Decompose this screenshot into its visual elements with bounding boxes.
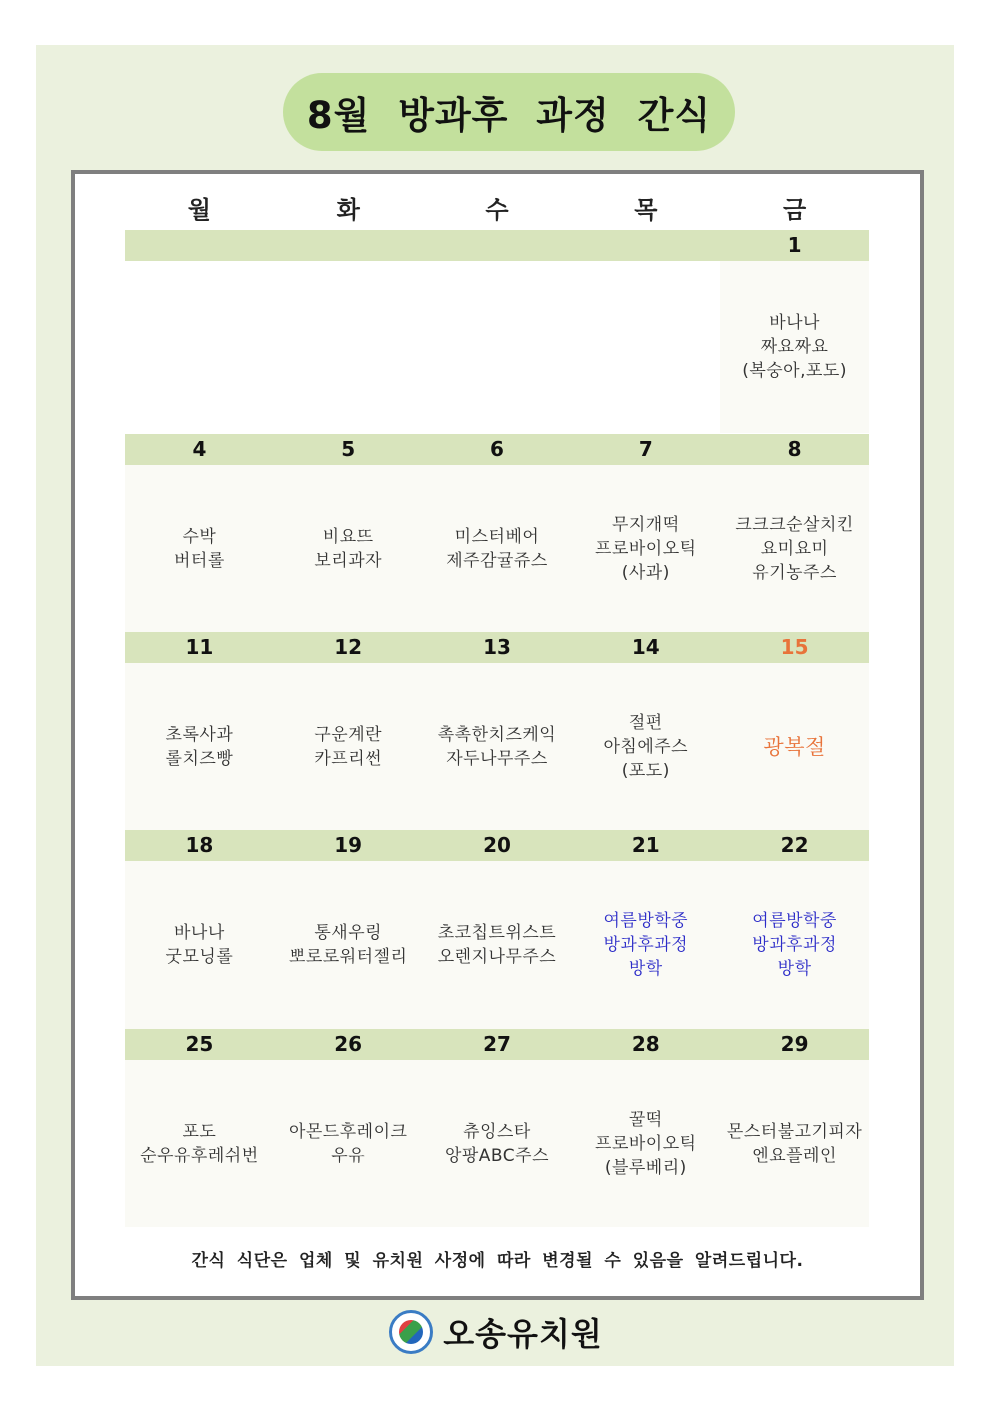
snack-item: 츄잉스타 (463, 1121, 531, 1142)
kindergarten-logo-icon (389, 1310, 433, 1354)
snack-cell (720, 663, 869, 831)
snack-item: 수박 (182, 527, 217, 547)
snack-item: 미스터베어 (454, 527, 540, 547)
snack-item: 오렌지나무주스 (437, 947, 557, 967)
date-number: 26 (334, 1032, 363, 1056)
snack-item: (복숭아,포도) (742, 361, 847, 381)
snack-row (125, 663, 869, 831)
snack-item: 짜요짜요 (760, 337, 829, 357)
snack-cell (274, 663, 423, 831)
snack-item: 몬스터불고기피자 (726, 1121, 863, 1142)
footer (0, 1306, 992, 1358)
page-title: 8월 방과후 과정 간식 (283, 73, 735, 151)
weekday-label: 목 (634, 196, 658, 224)
snack-item: 광복절 (763, 735, 826, 759)
snack-item: 보리과자 (314, 551, 383, 571)
snack-cell (423, 861, 572, 1029)
snack-cell (274, 1060, 423, 1227)
snack-item: 꿀떡 (628, 1109, 663, 1130)
snack-item: 롤치즈빵 (165, 749, 234, 769)
weekday-label: 월 (187, 196, 211, 224)
snack-item: (포도) (621, 761, 670, 781)
date-number: 21 (631, 833, 660, 857)
snack-row (125, 1060, 869, 1227)
date-number (125, 230, 274, 261)
snack-cell (423, 663, 572, 831)
snack-cell (571, 261, 720, 433)
weekday-label: 수 (485, 196, 509, 224)
notice-text: 간식 식단은 업체 및 유치원 사정에 따라 변경될 수 있음을 알려드립니다. (191, 1251, 804, 1271)
date-number: 8 (787, 437, 802, 461)
snack-item: 카프리썬 (314, 749, 383, 769)
date-bar (125, 1029, 869, 1060)
snack-cell (274, 465, 423, 633)
calendar-week (125, 632, 869, 831)
date-number (274, 230, 423, 261)
snack-item: 프로바이오틱 (595, 539, 697, 559)
snack-cell (125, 861, 274, 1029)
snack-cell (571, 1060, 720, 1227)
date-number: 5 (341, 437, 356, 461)
date-number: 15 (780, 635, 809, 659)
date-number: 27 (483, 1032, 511, 1056)
date-number: 22 (780, 833, 809, 857)
date-number: 1 (787, 233, 802, 257)
date-number: 19 (334, 833, 363, 857)
snack-cell (125, 1060, 274, 1227)
snack-item: 방학 (628, 959, 663, 979)
snack-item: 통새우링 (314, 923, 383, 943)
snack-item: 뽀로로워터젤리 (288, 947, 408, 967)
snack-item: 방과후과정 (603, 935, 689, 955)
snack-row (125, 861, 869, 1029)
snack-item: 버터롤 (174, 551, 225, 571)
date-number: 20 (483, 833, 511, 857)
date-number: 29 (780, 1032, 809, 1056)
snack-cell (571, 663, 720, 831)
snack-cell (274, 861, 423, 1029)
snack-cell (720, 861, 869, 1029)
snack-item: 촉촉한치즈케익 (437, 725, 557, 745)
weekday-header (125, 191, 869, 229)
snack-row (125, 465, 869, 633)
date-number: 4 (192, 437, 207, 461)
snack-item: 크크크순살치킨 (735, 515, 854, 535)
date-number: 6 (490, 437, 504, 461)
date-number: 25 (185, 1032, 214, 1056)
date-number (423, 230, 572, 261)
snack-item: 제주감귤쥬스 (446, 551, 548, 571)
snack-item: 여름방학중 (752, 911, 837, 931)
snack-item: 포도 (182, 1121, 217, 1142)
snack-item: 초코칩트위스트 (437, 923, 557, 943)
snack-item: 자두나무주스 (446, 749, 548, 769)
snack-cell (571, 465, 720, 633)
snack-cell (720, 465, 869, 633)
date-bar (125, 632, 869, 663)
snack-cell (423, 261, 572, 433)
date-number: 7 (638, 437, 653, 461)
date-number: 18 (185, 833, 214, 857)
calendar-week (125, 830, 869, 1029)
snack-item: 초록사과 (165, 725, 234, 745)
calendar-week (125, 1029, 869, 1227)
snack-item: 엔요플레인 (752, 1145, 837, 1166)
date-number: 11 (185, 635, 214, 659)
snack-cell (125, 465, 274, 633)
snack-item: 아침에주스 (603, 737, 689, 757)
snack-cell (720, 261, 869, 433)
date-bar (125, 830, 869, 861)
snack-item: (블루베리) (604, 1157, 687, 1178)
date-bar (125, 434, 869, 465)
snack-cell (423, 465, 572, 633)
snack-cell (720, 1060, 869, 1227)
date-number: 14 (631, 635, 660, 659)
snack-item: 절편 (628, 713, 663, 733)
kindergarten-name: 오송유치원 (443, 1315, 603, 1353)
date-number (571, 230, 720, 261)
snack-item: 비요뜨 (322, 527, 374, 547)
snack-item: 구운계란 (314, 725, 383, 745)
snack-item: 요미요미 (760, 539, 829, 559)
snack-cell (125, 663, 274, 831)
weekday-label: 금 (782, 196, 807, 224)
snack-item: 방과후과정 (752, 935, 837, 955)
snack-item: 여름방학중 (603, 911, 689, 931)
calendar-week (125, 434, 869, 633)
snack-item: 방학 (777, 959, 812, 979)
snack-item: 바나나 (769, 313, 820, 333)
snack-item: 유기농주스 (752, 563, 837, 583)
snack-item: 프로바이오틱 (595, 1133, 697, 1154)
date-bar (125, 230, 869, 261)
snack-cell (571, 861, 720, 1029)
snack-cell (125, 261, 274, 433)
snack-item: 아몬드후레이크 (288, 1121, 408, 1142)
date-number: 12 (334, 635, 363, 659)
snack-item: 무지개떡 (611, 515, 680, 535)
snack-item: 앙팡ABC주스 (444, 1145, 550, 1166)
snack-item: 바나나 (174, 923, 225, 943)
snack-item: (사과) (621, 563, 670, 583)
weekday-label: 화 (336, 196, 360, 224)
calendar-week (125, 230, 869, 433)
snack-item: 순우유후레쉬번 (140, 1145, 259, 1166)
date-number: 28 (631, 1032, 660, 1056)
snack-cell (423, 1060, 572, 1227)
snack-cell (274, 261, 423, 433)
snack-item: 굿모닝롤 (165, 947, 234, 967)
date-number: 13 (483, 635, 511, 659)
snack-item: 우유 (331, 1145, 366, 1166)
snack-row (125, 261, 869, 433)
